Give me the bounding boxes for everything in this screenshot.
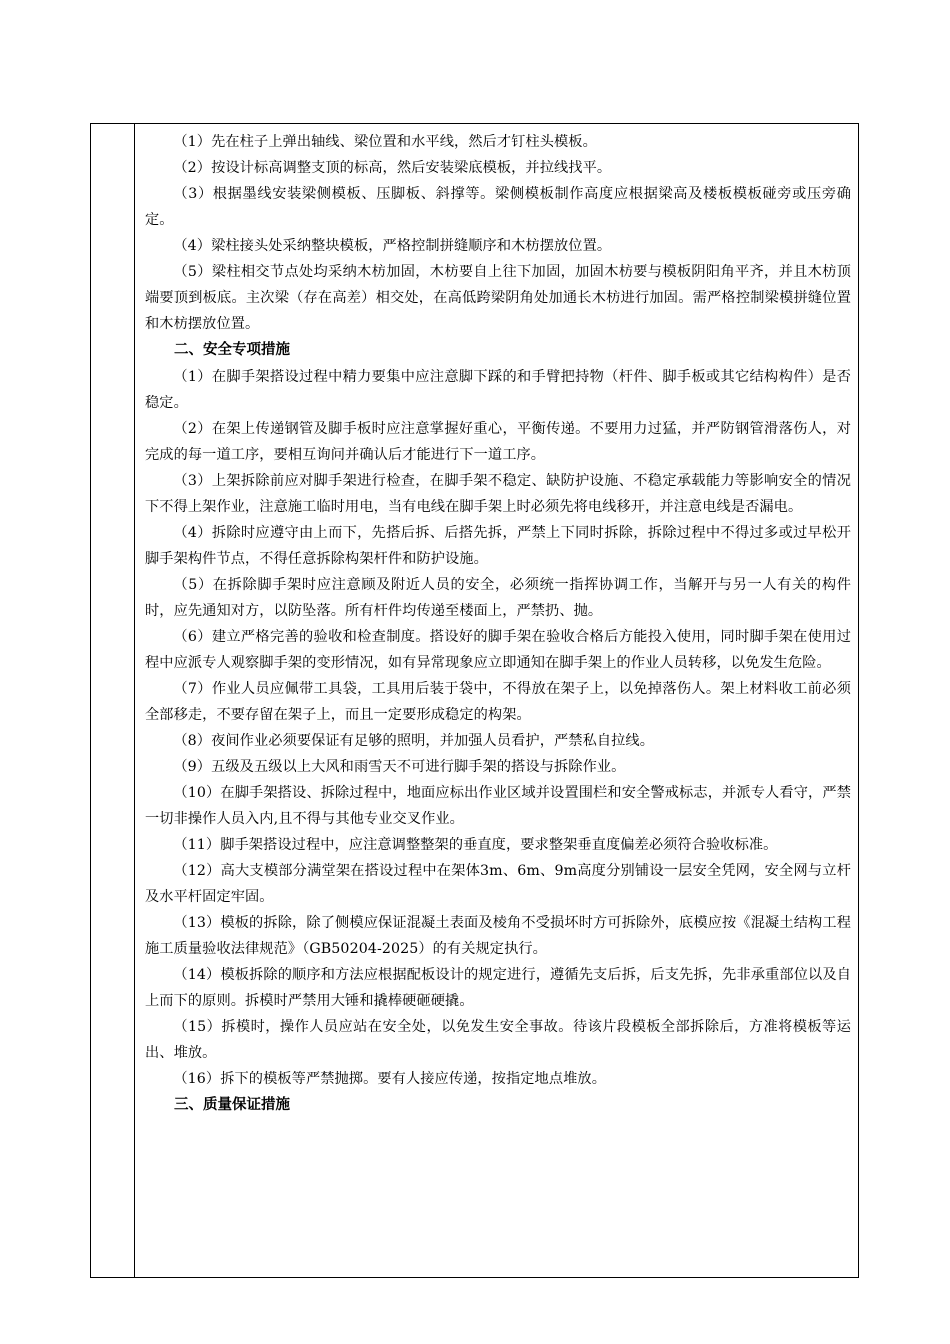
content-cell bbox=[145, 129, 851, 1119]
paragraph-s2-15: （15）拆模时，操作人员应站在安全处，以免发生安全事故。待该片段模板全部拆除后，方准将模板等运出、堆放。 bbox=[145, 1019, 851, 1061]
paragraph-s1-3: （3）根据墨线安装梁侧模板、压脚板、斜撑等。梁侧模板制作高度应根据梁高及楼板模板碰旁或压旁确定。 bbox=[145, 186, 851, 228]
paragraph-s2-13: （13）模板的拆除，除了侧模应保证混凝土表面及棱角不受损坏时方可拆除外，底模应按《混凝土结构工程施工质量验收法律规范》（GB50204-2025）的有关规定执行。 bbox=[145, 915, 851, 957]
paragraph-s1-4: （4）梁柱接头处采纳整块模板，严格控制拼缝顺序和木枋摆放位置。 bbox=[173, 238, 612, 254]
paragraph-s2-3: （3）上架拆除前应对脚手架进行检查，在脚手架不稳定、缺防护设施、不稳定承载能力等影响安全的情况下不得上架作业，注意施工临时用电，当有电线在脚手架上时必须先将电线移开，并注意电线是否漏电。 bbox=[145, 473, 851, 515]
left-column-cell bbox=[91, 124, 135, 1277]
paragraph-s2-12: （12）高大支模部分满堂架在搭设过程中在架体3m、6m、9m高度分别铺设一层安全凭网，安全网与立杆及水平杆固定牢固。 bbox=[145, 863, 851, 905]
paragraph-s2-10: （10）在脚手架搭设、拆除过程中，地面应标出作业区域并设置围栏和安全警戒标志，并派专人看守，严禁一切非操作人员入内,且不得与其他专业交叉作业。 bbox=[145, 785, 851, 827]
paragraph-s2-8: （8）夜间作业必须要保证有足够的照明，并加强人员看护，严禁私自拉线。 bbox=[173, 733, 655, 749]
paragraph-s2-16: （16）拆下的模板等严禁抛掷。要有人接应传递，按指定地点堆放。 bbox=[173, 1071, 606, 1087]
paragraph-s2-9: （9）五级及五级以上大风和雨雪天不可进行脚手架的搭设与拆除作业。 bbox=[173, 759, 626, 775]
paragraph-s2-4: （4）拆除时应遵守由上而下，先搭后拆、后搭先拆，严禁上下同时拆除，拆除过程中不得过多或过早松开脚手架构件节点，不得任意拆除构架杆件和防护设施。 bbox=[145, 525, 851, 567]
paragraph-s1-5: （5）梁柱相交节点处均采纳木枋加固，木枋要自上往下加固，加固木枋要与模板阴阳角平齐，并且木枋顶端要顶到板底。主次梁（存在高差）相交处，在高低跨梁阴角处加通长木枋进行加固。需严格控制梁模拼缝位置和木枋摆放位置。 bbox=[145, 264, 851, 332]
paragraph-s2-7: （7）作业人员应佩带工具袋，工具用后装于袋中，不得放在架子上，以免掉落伤人。架上材料收工前必须全部移走，不要存留在架子上，而且一定要形成稳定的构架。 bbox=[145, 681, 851, 723]
paragraph-s2-14: （14）模板拆除的顺序和方法应根据配板设计的规定进行，遵循先支后拆，后支先拆，先非承重部位以及自上而下的原则。拆模时严禁用大锤和撬棒硬砸硬撬。 bbox=[145, 967, 851, 1009]
paragraph-s2-5: （5）在拆除脚手架时应注意顾及附近人员的安全，必须统一指挥协调工作，当解开与另一人有关的构件时，应先通知对方，以防坠落。所有杆件均传递至楼面上，严禁扔、抛。 bbox=[145, 577, 851, 619]
paragraph-s1-1: （1）先在柱子上弹出轴线、梁位置和水平线，然后才钉柱头模板。 bbox=[173, 134, 597, 150]
paragraph-s2-2: （2）在架上传递钢管及脚手板时应注意掌握好重心，平衡传递。不要用力过猛，并严防钢管滑落伤人，对完成的每一道工序，要相互询问并确认后才能进行下一道工序。 bbox=[145, 421, 851, 463]
document-table bbox=[90, 123, 859, 1278]
paragraph-s1-2: （2）按设计标高调整支顶的标高，然后安装梁底模板，并拉线找平。 bbox=[173, 160, 612, 176]
paragraph-s2-6: （6）建立严格完善的验收和检查制度。搭设好的脚手架在验收合格后方能投入使用，同时脚手架在使用过程中应派专人观察脚手架的变形情况，如有异常现象应立即通知在脚手架上的作业人员转移，以免发生危险。 bbox=[145, 629, 851, 671]
paragraph-s2-11: （11）脚手架搭设过程中，应注意调整整架的垂直度，要求整架垂直度偏差必须符合验收标准。 bbox=[173, 837, 778, 853]
section-heading-safety: 二、安全专项措施 bbox=[174, 342, 290, 358]
paragraph-s2-1: （1）在脚手架搭设过程中精力要集中应注意脚下踩的和手臂把持物（杆件、脚手板或其它结构构件）是否稳定。 bbox=[145, 369, 851, 411]
section-heading-quality: 三、质量保证措施 bbox=[174, 1097, 290, 1113]
